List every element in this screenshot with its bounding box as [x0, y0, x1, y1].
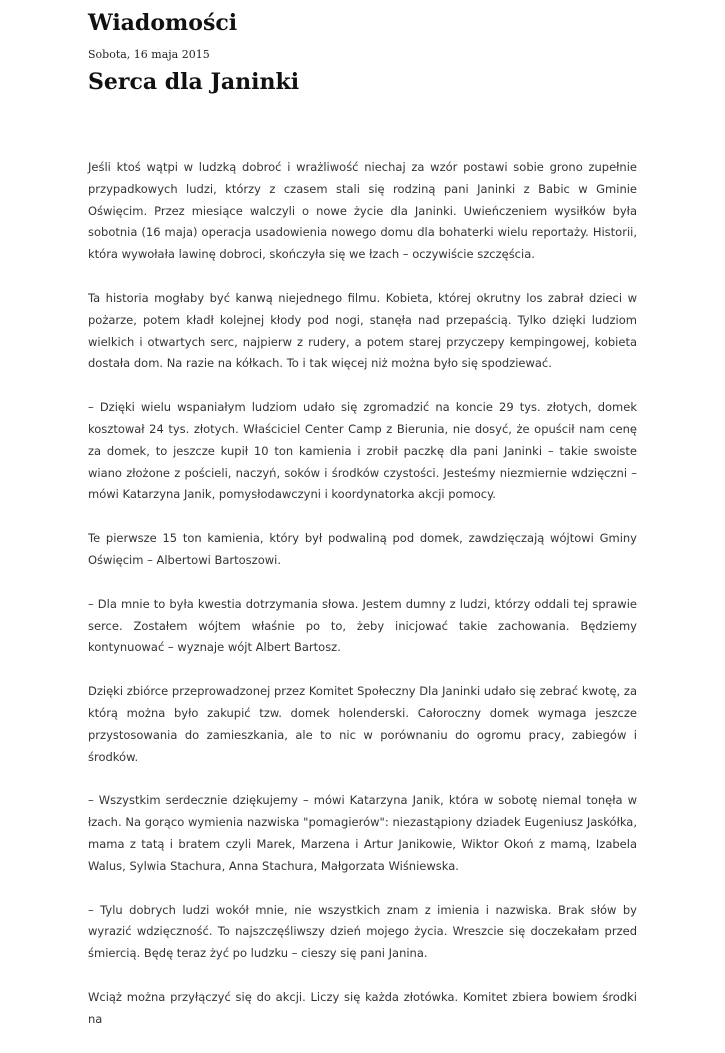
page: [88, 0, 637, 1053]
article-date: Sobota, 16 maja 2015: [88, 48, 210, 61]
article-body: [88, 157, 637, 1031]
site-title[interactable]: Wiadomości: [88, 10, 238, 36]
article-paragraph: – Tylu dobrych ludzi wokół mnie, nie wszystkich znam z imienia i nazwiska. Brak słów by wyrazić wdzięczność. To najszczęśliwszy dzień mojego życia. Wreszcie się doczekałam przed śmiercią. Będę teraz żyć po ludzku – cieszy się pani Janina.: [88, 902, 637, 961]
article-paragraph: Jeśli ktoś wątpi w ludzką dobroć i wrażliwość niechaj za wzór postawi sobie grono zupełnie przypadkowych ludzi, którzy z czasem stali się rodziną pani Janinki z Babic w Gminie Oświęcim. Przez miesiące walczyli o nowe życie dla Janinki. Uwieńczeniem wysiłków była sobotnia (16 maja) operacja usadowienia nowego domu dla bohaterki wielu reportaży. Historii, która wywołała lawinę dobroci, skończyła się we łzach – oczywiście szczęścia.: [88, 160, 637, 262]
article-title: Serca dla Janinki: [88, 69, 300, 95]
article-paragraph: Dzięki zbiórce przeprowadzonej przez Komitet Społeczny Dla Janinki udało się zebrać kwotę, za którą można było zakupić tzw. domek holenderski. Całoroczny domek wymaga jeszcze przystosowania do zamieszkania, ale to nic w porównaniu do ogromu pracy, zabiegów i środków.: [88, 684, 637, 764]
article-paragraph: – Dzięki wielu wspaniałym ludziom udało się zgromadzić na koncie 29 tys. złotych, domek kosztował 24 tys. złotych. Właściciel Center Camp z Bierunia, nie dosyć, że opuścił nam cenę za domek, to jeszcze kupił 10 ton kamienia i zrobił paczkę dla pani Janinki – takie swoiste wiano złożone z pościeli, naczyń, soków i środków czystości. Jesteśmy niezmiernie wdzięczni – mówi Katarzyna Janik, pomysłodawczyni i koordynatorka akcji pomocy.: [88, 400, 637, 502]
article-paragraph: Ta historia mogłaby być kanwą niejednego filmu. Kobieta, której okrutny los zabrał dzieci w pożarze, potem kładł kolejnej kłody pod nogi, stanęła nad przepaścią. Tylko dzięki ludziom wielkich i otwartych serc, najpierw z rudery, a potem starej przyczepy kempingowej, kobieta dostała dom. Na razie na kółkach. To i tak więcej niż można było się spodziewać.: [88, 290, 637, 371]
article-paragraph: Wciąż można przyłączyć się do akcji. Liczy się każda złotówka. Komitet zbiera bowiem środki na: [88, 989, 637, 1026]
article-paragraph: – Dla mnie to była kwestia dotrzymania słowa. Jestem dumny z ludzi, którzy oddali tej sprawie serce. Zostałem wójtem właśnie po to, żeby inicjować takie zachowania. Będziemy kontynuować – wyznaje wójt Albert Bartosz.: [88, 596, 637, 655]
article-paragraph: – Wszystkim serdecznie dziękujemy – mówi Katarzyna Janik, która w sobotę niemal tonęła w łzach. Na gorąco wymienia nazwiska "pomagierów": niezastąpiony dziadek Eugeniusz Jaskółka, mama z tatą i bratem czyli Marek, Marzena i Artur Janikowie, Wiktor Okoń z mamą, Izabela Walus, Sylwia Stachura, Anna Stachura, Małgorzata Wiśniewska.: [88, 793, 637, 873]
article-paragraph: Te pierwsze 15 ton kamienia, który był podwaliną pod domek, zawdzięczają wójtowi Gminy Oświęcim – Albertowi Bartoszowi.: [88, 531, 637, 567]
